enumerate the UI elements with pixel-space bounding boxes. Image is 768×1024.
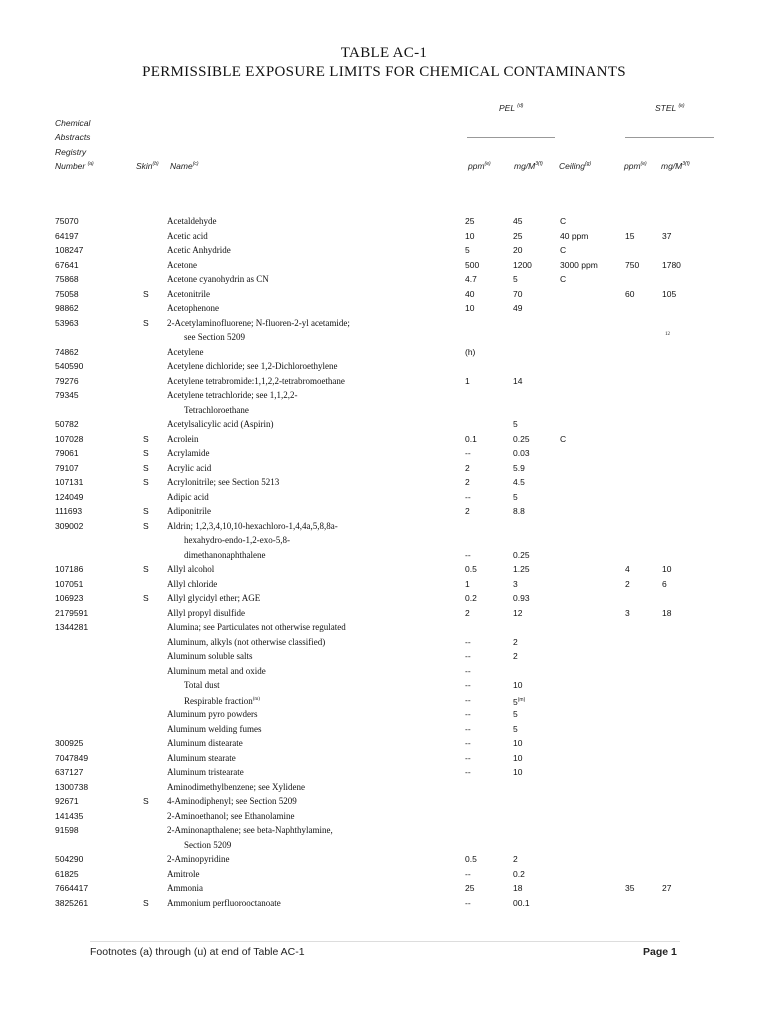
table-row bbox=[0, 214, 768, 228]
pel-ppm: -- bbox=[465, 897, 471, 908]
pel-mg: 10 bbox=[513, 738, 523, 748]
skin-flag: S bbox=[143, 796, 149, 806]
chemical-name: Aluminum soluble salts bbox=[167, 651, 253, 661]
chemical-name: Allyl chloride bbox=[167, 578, 218, 589]
ceiling: 3000 ppm bbox=[560, 259, 598, 270]
stel-ppm: 750 bbox=[625, 259, 640, 270]
skin-flag: S bbox=[143, 448, 149, 458]
table-row bbox=[0, 432, 768, 446]
header-cas-line2: Abstracts bbox=[55, 132, 91, 142]
pel-mg: 0.2 bbox=[513, 868, 525, 879]
chemical-name: Acetone cyanohydrin as CN bbox=[167, 274, 269, 284]
pel-ppm: 0.2 bbox=[465, 593, 477, 603]
pel-mg: 1200 bbox=[513, 259, 532, 270]
pel-ppm: 500 bbox=[465, 259, 480, 270]
pel-mg: 5 bbox=[513, 491, 518, 502]
stel-ppm: 4 bbox=[625, 564, 630, 574]
stel-ppm: 2 bbox=[625, 578, 630, 589]
stel-ppm: 15 bbox=[625, 230, 635, 241]
chemical-name: Acetone bbox=[167, 259, 197, 270]
pel-mg: 70 bbox=[513, 288, 523, 299]
pel-mg: 20 bbox=[513, 245, 523, 255]
skin-flag: S bbox=[143, 520, 149, 531]
table-row bbox=[0, 678, 768, 692]
cas-number: 3825261 bbox=[55, 897, 89, 908]
cas-number: 106923 bbox=[55, 593, 84, 603]
chemical-name: Section 5209 bbox=[184, 839, 232, 850]
table-row bbox=[0, 620, 768, 634]
skin-flag: S bbox=[143, 317, 149, 328]
ceiling: C bbox=[560, 433, 567, 444]
stel-mg: 10 bbox=[662, 564, 672, 574]
pel-mg: 10 bbox=[513, 752, 523, 763]
chemical-name: Acetonitrile bbox=[167, 288, 210, 299]
table-row bbox=[0, 606, 768, 620]
row-note: 12 bbox=[665, 332, 670, 337]
table-row bbox=[0, 838, 768, 852]
pel-ppm: 10 bbox=[465, 303, 475, 313]
pel-mg: 5 bbox=[513, 274, 518, 284]
chemical-name: Acrylic acid bbox=[167, 462, 212, 473]
table-row bbox=[0, 794, 768, 808]
cas-number: 79107 bbox=[55, 462, 79, 473]
table-row bbox=[0, 533, 768, 547]
chemical-name: Acetic Anhydride bbox=[167, 245, 231, 255]
pel-ppm: -- bbox=[465, 752, 471, 763]
chemical-name: Acrylamide bbox=[167, 448, 210, 458]
cas-number: 2179591 bbox=[55, 607, 89, 618]
table-row bbox=[0, 867, 768, 881]
chemical-name: Allyl glycidyl ether; AGE bbox=[167, 593, 261, 603]
skin-flag: S bbox=[143, 897, 149, 908]
pel-mg: 4.5 bbox=[513, 477, 525, 487]
skin-flag: S bbox=[143, 288, 149, 299]
cas-number: 637127 bbox=[55, 767, 84, 777]
pel-ppm: 25 bbox=[465, 883, 475, 893]
table-row bbox=[0, 896, 768, 910]
stel-divider bbox=[625, 137, 714, 138]
cas-number: 79276 bbox=[55, 375, 79, 386]
table-row bbox=[0, 722, 768, 736]
pel-mg: 2 bbox=[513, 651, 518, 661]
cas-number: 7664417 bbox=[55, 883, 89, 893]
header-pel: PEL $^{(d)}$ bbox=[499, 103, 524, 113]
stel-mg: 105 bbox=[662, 288, 677, 299]
table-row bbox=[0, 736, 768, 750]
pel-mg: 5 bbox=[513, 419, 518, 429]
table-row bbox=[0, 577, 768, 591]
table-row bbox=[0, 417, 768, 431]
table-row bbox=[0, 374, 768, 388]
cas-number: 504290 bbox=[55, 854, 84, 864]
cas-number: 107028 bbox=[55, 433, 84, 444]
header-cas-line4: Number $^{(a)}$ bbox=[55, 161, 94, 171]
pel-mg: 5 bbox=[513, 723, 518, 734]
cas-number: 79345 bbox=[55, 390, 79, 400]
table-row bbox=[0, 664, 768, 678]
stel-mg: 1780 bbox=[662, 259, 681, 270]
pel-mg: 12 bbox=[513, 607, 523, 618]
header-cas-line3: Registry bbox=[55, 147, 87, 157]
cas-number: 300925 bbox=[55, 738, 84, 748]
pel-mg: 25 bbox=[513, 230, 523, 241]
table-row bbox=[0, 359, 768, 373]
chemical-name: Aluminum welding fumes bbox=[167, 723, 262, 734]
table-row bbox=[0, 649, 768, 663]
table-row bbox=[0, 809, 768, 823]
chemical-name: Amitrole bbox=[167, 868, 200, 879]
pel-mg: 0.93 bbox=[513, 593, 530, 603]
stel-mg: 27 bbox=[662, 883, 672, 893]
pel-mg: 0.25 bbox=[513, 549, 530, 560]
pel-ppm: 0.1 bbox=[465, 433, 477, 444]
skin-flag: S bbox=[143, 564, 149, 574]
skin-flag: S bbox=[143, 593, 149, 603]
pel-mg: 10 bbox=[513, 680, 523, 690]
pel-ppm: (h) bbox=[465, 346, 476, 357]
table-row bbox=[0, 852, 768, 866]
pel-mg: 8.8 bbox=[513, 506, 525, 516]
pel-ppm: 5 bbox=[465, 245, 470, 255]
pel-mg: 2 bbox=[513, 854, 518, 864]
chemical-name: Total dust bbox=[184, 680, 220, 690]
footer-footnotes: Footnotes (a) through (u) at end of Table AC-1 bbox=[90, 946, 305, 958]
chemical-name: Adipic acid bbox=[167, 491, 209, 502]
chemical-name: Aluminum stearate bbox=[167, 752, 236, 763]
table-row bbox=[0, 490, 768, 504]
pel-ppm: 0.5 bbox=[465, 564, 477, 574]
pel-ppm: -- bbox=[465, 651, 471, 661]
chemical-name: 2-Acetylaminofluorene; N-fluoren-2-yl acetamide; bbox=[167, 317, 350, 328]
table-row bbox=[0, 751, 768, 765]
pel-ppm: -- bbox=[465, 767, 471, 777]
table-row bbox=[0, 562, 768, 576]
table-row bbox=[0, 446, 768, 460]
cas-number: 75070 bbox=[55, 216, 79, 226]
chemical-name: see Section 5209 bbox=[184, 332, 245, 342]
pel-ppm: 25 bbox=[465, 216, 475, 226]
table-row bbox=[0, 519, 768, 533]
chemical-name: Aldrin; 1,2,3,4,10,10-hexachloro-1,4,4a,5,8,8a- bbox=[167, 520, 338, 531]
chemical-name: Acetophenone bbox=[167, 303, 219, 313]
cas-number: 75868 bbox=[55, 274, 79, 284]
cas-number: 79061 bbox=[55, 448, 79, 458]
cas-number: 108247 bbox=[55, 245, 84, 255]
cas-number: 67641 bbox=[55, 259, 79, 270]
pel-ppm: 1 bbox=[465, 578, 470, 589]
pel-ppm: -- bbox=[465, 709, 471, 719]
pel-ppm: -- bbox=[465, 680, 471, 690]
table-row bbox=[0, 272, 768, 286]
pel-ppm: 2 bbox=[465, 506, 470, 516]
pel-ppm: 0.5 bbox=[465, 854, 477, 864]
cas-number: 1300738 bbox=[55, 781, 89, 792]
pel-ppm: -- bbox=[465, 665, 471, 676]
footer-divider bbox=[90, 941, 680, 942]
pel-ppm: 2 bbox=[465, 607, 470, 618]
pel-mg: 2 bbox=[513, 636, 518, 647]
pel-ppm: 1 bbox=[465, 375, 470, 386]
pel-ppm: 10 bbox=[465, 230, 475, 241]
chemical-name: hexahydro-endo-1,2-exo-5,8- bbox=[184, 535, 290, 545]
table-row bbox=[0, 591, 768, 605]
table-row bbox=[0, 823, 768, 837]
pel-mg: 49 bbox=[513, 303, 523, 313]
cas-number: 124049 bbox=[55, 491, 84, 502]
pel-ppm: -- bbox=[465, 448, 471, 458]
table-row bbox=[0, 229, 768, 243]
chemical-name: Aluminum, alkyls (not otherwise classified) bbox=[167, 636, 326, 647]
chemical-name: Ammonium perfluorooctanoate bbox=[167, 897, 281, 908]
skin-flag: S bbox=[143, 506, 149, 516]
pel-ppm: -- bbox=[465, 738, 471, 748]
pel-mg: 3 bbox=[513, 578, 518, 589]
table-title: TABLE AC-1 bbox=[340, 45, 428, 61]
cas-number: 111693 bbox=[55, 506, 83, 516]
pel-ppm: -- bbox=[465, 491, 471, 502]
chemical-name: Allyl propyl disulfide bbox=[167, 607, 245, 618]
stel-ppm: 3 bbox=[625, 607, 630, 618]
ceiling: 40 ppm bbox=[560, 230, 589, 241]
chemical-name: Acetylene tetrachloride; see 1,1,2,2- bbox=[167, 390, 298, 400]
skin-flag: S bbox=[143, 477, 149, 487]
pel-ppm: -- bbox=[465, 723, 471, 734]
chemical-name: Acetylene dichloride; see 1,2-Dichloroethylene bbox=[167, 361, 338, 371]
table-row bbox=[0, 345, 768, 359]
chemical-name: Acetylene tetrabromide:1,1,2,2-tetrabromoethane bbox=[167, 375, 345, 386]
table-row bbox=[0, 301, 768, 315]
cas-number: 50782 bbox=[55, 419, 79, 429]
cas-number: 75058 bbox=[55, 288, 79, 299]
header-skin: Skin$^{(b)}$ bbox=[136, 161, 159, 171]
cas-number: 61825 bbox=[55, 868, 79, 879]
chemical-name: 2-Aminonapthalene; see beta-Naphthylamine, bbox=[167, 825, 333, 835]
header-ceiling: Ceiling$^{(g)}$ bbox=[559, 161, 592, 171]
pel-mg: 5$^{(m)}$ bbox=[513, 696, 526, 707]
stel-ppm: 60 bbox=[625, 288, 635, 299]
chemical-name: 4-Aminodiphenyl; see Section 5209 bbox=[167, 796, 297, 806]
pel-mg: 14 bbox=[513, 375, 523, 386]
pel-ppm: 4.7 bbox=[465, 274, 477, 284]
cas-number: 64197 bbox=[55, 230, 79, 241]
table-row bbox=[0, 388, 768, 402]
header-name: Name$^{(c)}$ bbox=[170, 161, 199, 171]
table-row bbox=[0, 243, 768, 257]
chemical-name: 2-Aminoethanol; see Ethanolamine bbox=[167, 810, 295, 821]
table-row bbox=[0, 765, 768, 779]
cas-number: 91598 bbox=[55, 825, 79, 835]
cas-number: 98862 bbox=[55, 303, 79, 313]
pel-mg: 45 bbox=[513, 216, 523, 226]
pel-ppm: 2 bbox=[465, 477, 470, 487]
header-ppm: ppm$^{(e)}$ bbox=[468, 161, 491, 171]
cas-number: 540590 bbox=[55, 361, 84, 371]
table-row bbox=[0, 707, 768, 721]
stel-mg: 18 bbox=[662, 607, 672, 618]
pel-mg: 0.25 bbox=[513, 433, 530, 444]
cas-number: 7047849 bbox=[55, 752, 89, 763]
table-row bbox=[0, 258, 768, 272]
stel-ppm: 35 bbox=[625, 883, 635, 893]
chemical-name: Adiponitrile bbox=[167, 506, 211, 516]
skin-flag: S bbox=[143, 462, 149, 473]
pel-ppm: -- bbox=[465, 868, 471, 879]
table-row bbox=[0, 403, 768, 417]
chemical-name: Aluminum distearate bbox=[167, 738, 243, 748]
pel-ppm: 2 bbox=[465, 462, 470, 473]
cas-number: 107131 bbox=[55, 477, 84, 487]
pel-ppm: 40 bbox=[465, 288, 475, 299]
chemical-name: Aluminum metal and oxide bbox=[167, 665, 266, 676]
pel-mg: 5.9 bbox=[513, 462, 525, 473]
ceiling: C bbox=[560, 274, 567, 284]
chemical-name: Respirable fraction$^{(m)}$ bbox=[184, 695, 260, 706]
pel-ppm: -- bbox=[465, 694, 471, 705]
chemical-name: Aminodimethylbenzene; see Xylidene bbox=[167, 781, 305, 792]
chemical-name: Ammonia bbox=[167, 883, 203, 893]
table-row bbox=[0, 548, 768, 562]
pel-mg: 00.1 bbox=[513, 897, 530, 908]
cas-number: 107051 bbox=[55, 578, 84, 589]
pel-ppm: -- bbox=[465, 549, 471, 560]
header-cas-line1: Chemical bbox=[55, 118, 91, 128]
pel-mg: 18 bbox=[513, 883, 523, 893]
stel-mg: 6 bbox=[662, 578, 667, 589]
page-number: Page 1 bbox=[643, 946, 677, 958]
ceiling: C bbox=[560, 216, 567, 226]
table-row bbox=[0, 504, 768, 518]
chemical-name: Aluminum pyro powders bbox=[167, 709, 258, 719]
header-stel: STEL $^{(e)}$ bbox=[655, 103, 685, 113]
chemical-name: Acetic acid bbox=[167, 230, 208, 241]
pel-mg: 10 bbox=[513, 767, 523, 777]
chemical-name: dimethanonaphthalene bbox=[184, 549, 266, 560]
pel-mg: 5 bbox=[513, 709, 518, 719]
table-row bbox=[0, 287, 768, 301]
chemical-name: Alumina; see Particulates not otherwise regulated bbox=[167, 622, 346, 632]
chemical-name: Acetaldehyde bbox=[167, 216, 217, 226]
table-subtitle: PERMISSIBLE EXPOSURE LIMITS FOR CHEMICAL CONTAMINANTS bbox=[142, 64, 626, 80]
chemical-name: Aluminum tristearate bbox=[167, 767, 244, 777]
pel-mg: 1.25 bbox=[513, 564, 530, 574]
pel-divider bbox=[467, 137, 555, 138]
chemical-name: Acetylene bbox=[167, 346, 204, 357]
chemical-name: Acetylsalicylic acid (Aspirin) bbox=[167, 419, 274, 429]
cas-number: 309002 bbox=[55, 520, 84, 531]
table-row bbox=[0, 780, 768, 794]
chemical-name: Acrolein bbox=[167, 433, 199, 444]
ceiling: C bbox=[560, 245, 567, 255]
header-stel-mg: $mg/M^{3(f)}$ bbox=[661, 161, 690, 171]
chemical-name: Allyl alcohol bbox=[167, 564, 215, 574]
stel-mg: 37 bbox=[662, 230, 672, 241]
table-row bbox=[0, 461, 768, 475]
table-row bbox=[0, 330, 768, 344]
table-row bbox=[0, 475, 768, 489]
cas-number: 107186 bbox=[55, 564, 84, 574]
cas-number: 53963 bbox=[55, 317, 79, 328]
cas-number: 74862 bbox=[55, 346, 79, 357]
chemical-name: 2-Aminopyridine bbox=[167, 854, 230, 864]
table-row bbox=[0, 881, 768, 895]
cas-number: 1344281 bbox=[55, 622, 89, 632]
table-row bbox=[0, 316, 768, 330]
pel-ppm: -- bbox=[465, 636, 471, 647]
cas-number: 92671 bbox=[55, 796, 79, 806]
pel-mg: 0.03 bbox=[513, 448, 530, 458]
cas-number: 141435 bbox=[55, 810, 84, 821]
chemical-name: Acrylonitrile; see Section 5213 bbox=[167, 477, 280, 487]
header-mg: $mg/M^{3(f)}$ bbox=[514, 161, 543, 171]
skin-flag: S bbox=[143, 433, 149, 444]
chemical-name: Tetrachloroethane bbox=[184, 404, 249, 415]
table-row bbox=[0, 635, 768, 649]
table-row bbox=[0, 693, 768, 707]
header-stel-ppm: ppm$^{(e)}$ bbox=[624, 161, 647, 171]
